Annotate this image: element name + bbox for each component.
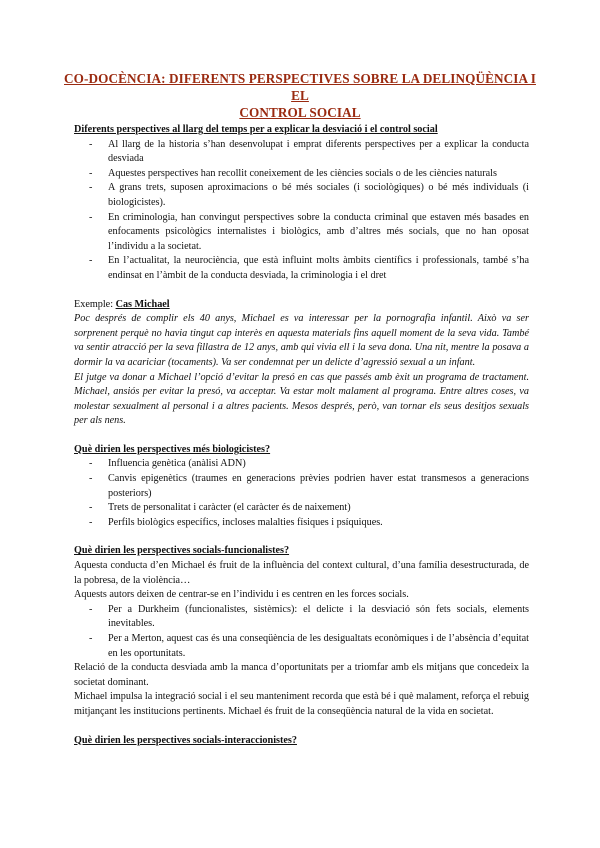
list-item: - Canvis epigenètics (traumes en generacions prèvies podrien haver estat transmesos a generacions posteriors)	[74, 472, 529, 501]
section-heading-functionalist: Què dirien les perspectives socials-funcionalistes?	[74, 545, 290, 557]
title-line-1: CO-DOCÈNCIA: DIFERENTS PERSPECTIVES SOBRE LA DELINQÜÈNCIA I EL	[64, 71, 536, 103]
title-line-2: CONTROL SOCIAL	[239, 105, 361, 120]
paragraph: Aquests autors deixen de centrar-se en l’individu i es centren en les forces socials.	[74, 589, 409, 601]
section-heading-interactionist: Què dirien les perspectives socials-interaccionistes?	[74, 734, 297, 746]
perspectives-list	[74, 138, 529, 284]
list-item: - Trets de personalitat i caràcter (el caràcter és de naixement)	[74, 501, 529, 516]
section-heading-perspectives: Diferents perspectives al llarg del temps per a explicar la desviació i el control social	[74, 124, 438, 135]
list-item: - Influencia genètica (anàlisi ADN)	[74, 457, 529, 472]
case-title: Cas Michael	[115, 298, 170, 310]
list-item: - Per a Durkheim (funcionalistes, sistèmics): el delicte i la desviació són fets socials, elements inevitables.	[74, 603, 529, 632]
list-item: - Al llarg de la historia s’han desenvolupat i emprat diferents perspectives per a explicar la conducta desviada	[74, 138, 529, 167]
list-item: - Perfils biològics específics, incloses malalties físiques i psíquiques.	[74, 516, 529, 531]
list-item: - A grans trets, suposen aproximacions o bé més sociales (i sociològiques) o bé més individuals (i biologicistes).	[74, 181, 529, 210]
paragraph: Aquesta conducta d’en Michael és fruit de la influència del context cultural, d’una família desestructurada, de la pobresa, de la violència…	[74, 560, 529, 586]
paragraph: Relació de la conducta desviada amb la manca d’oportunitats per a triomfar amb els mitjans que concedeix la societat dominant.	[74, 662, 529, 688]
document-body	[74, 123, 529, 748]
section-heading-biologicist: Què dirien les perspectives més biologicistes?	[74, 443, 271, 455]
paragraph: Michael impulsa la integració social i el seu manteniment recorda que està bé i què malament, reforça el rebuig mitjançant les institucions pertinents. Michael és fruit de la conseqüència natural de la vida en societat.	[74, 691, 529, 717]
case-text-1: Poc després de complir els 40 anys, Michael es va interessar per la pornografia infantil. Això va ser sorprenent perquè no havia tingut cap interès en aquesta materials fins aquell moment de la seva vida. També va sentir atracció per la seva fillastra de 12 anys, amb qui vivia ell i la seva dona. Una nit, mentre la posava a dormir la va acariciar (tocaments). Va ser condemnat per un delicte d’agressió sexual a un infant.	[74, 313, 529, 368]
list-item: - En l’actualitat, la neurociència, que està influint molts àmbits científics i professionals, també s’ha endinsat en l’àmbit de la conducta desviada, la criminologia i el dret	[74, 254, 529, 283]
list-item: - Per a Merton, aquest cas és una conseqüència de les desigualtats econòmiques i de l’absència d’equitat en les oportunitats.	[74, 632, 529, 661]
biologicist-list	[74, 457, 529, 530]
page-title	[60, 70, 540, 121]
example-label: Exemple: Cas Michael	[74, 298, 170, 310]
list-item: - En criminologia, han convingut perspectives sobre la conducta criminal que estaven més basades en enfocaments psicològics internalistes i biològics, amb d’altres més socials, que no han oposat l’individu a la societat.	[74, 211, 529, 255]
functionalist-list	[74, 603, 529, 661]
case-text-2: El jutge va donar a Michael l’opció d’evitar la presó en cas que passés amb èxit un programa de tractament. Michael, ansiós per evitar la presó, va acceptar. Va estar molt malament al programa. Entre altres coses, va molestar sexualment al personal i a altres pacients. Mesos després, però, van tornar els seus desitjos sexuals per als nens.	[74, 371, 529, 427]
list-item: - Aquestes perspectives han recollit coneixement de les ciències socials o de les ciències naturals	[74, 167, 529, 182]
